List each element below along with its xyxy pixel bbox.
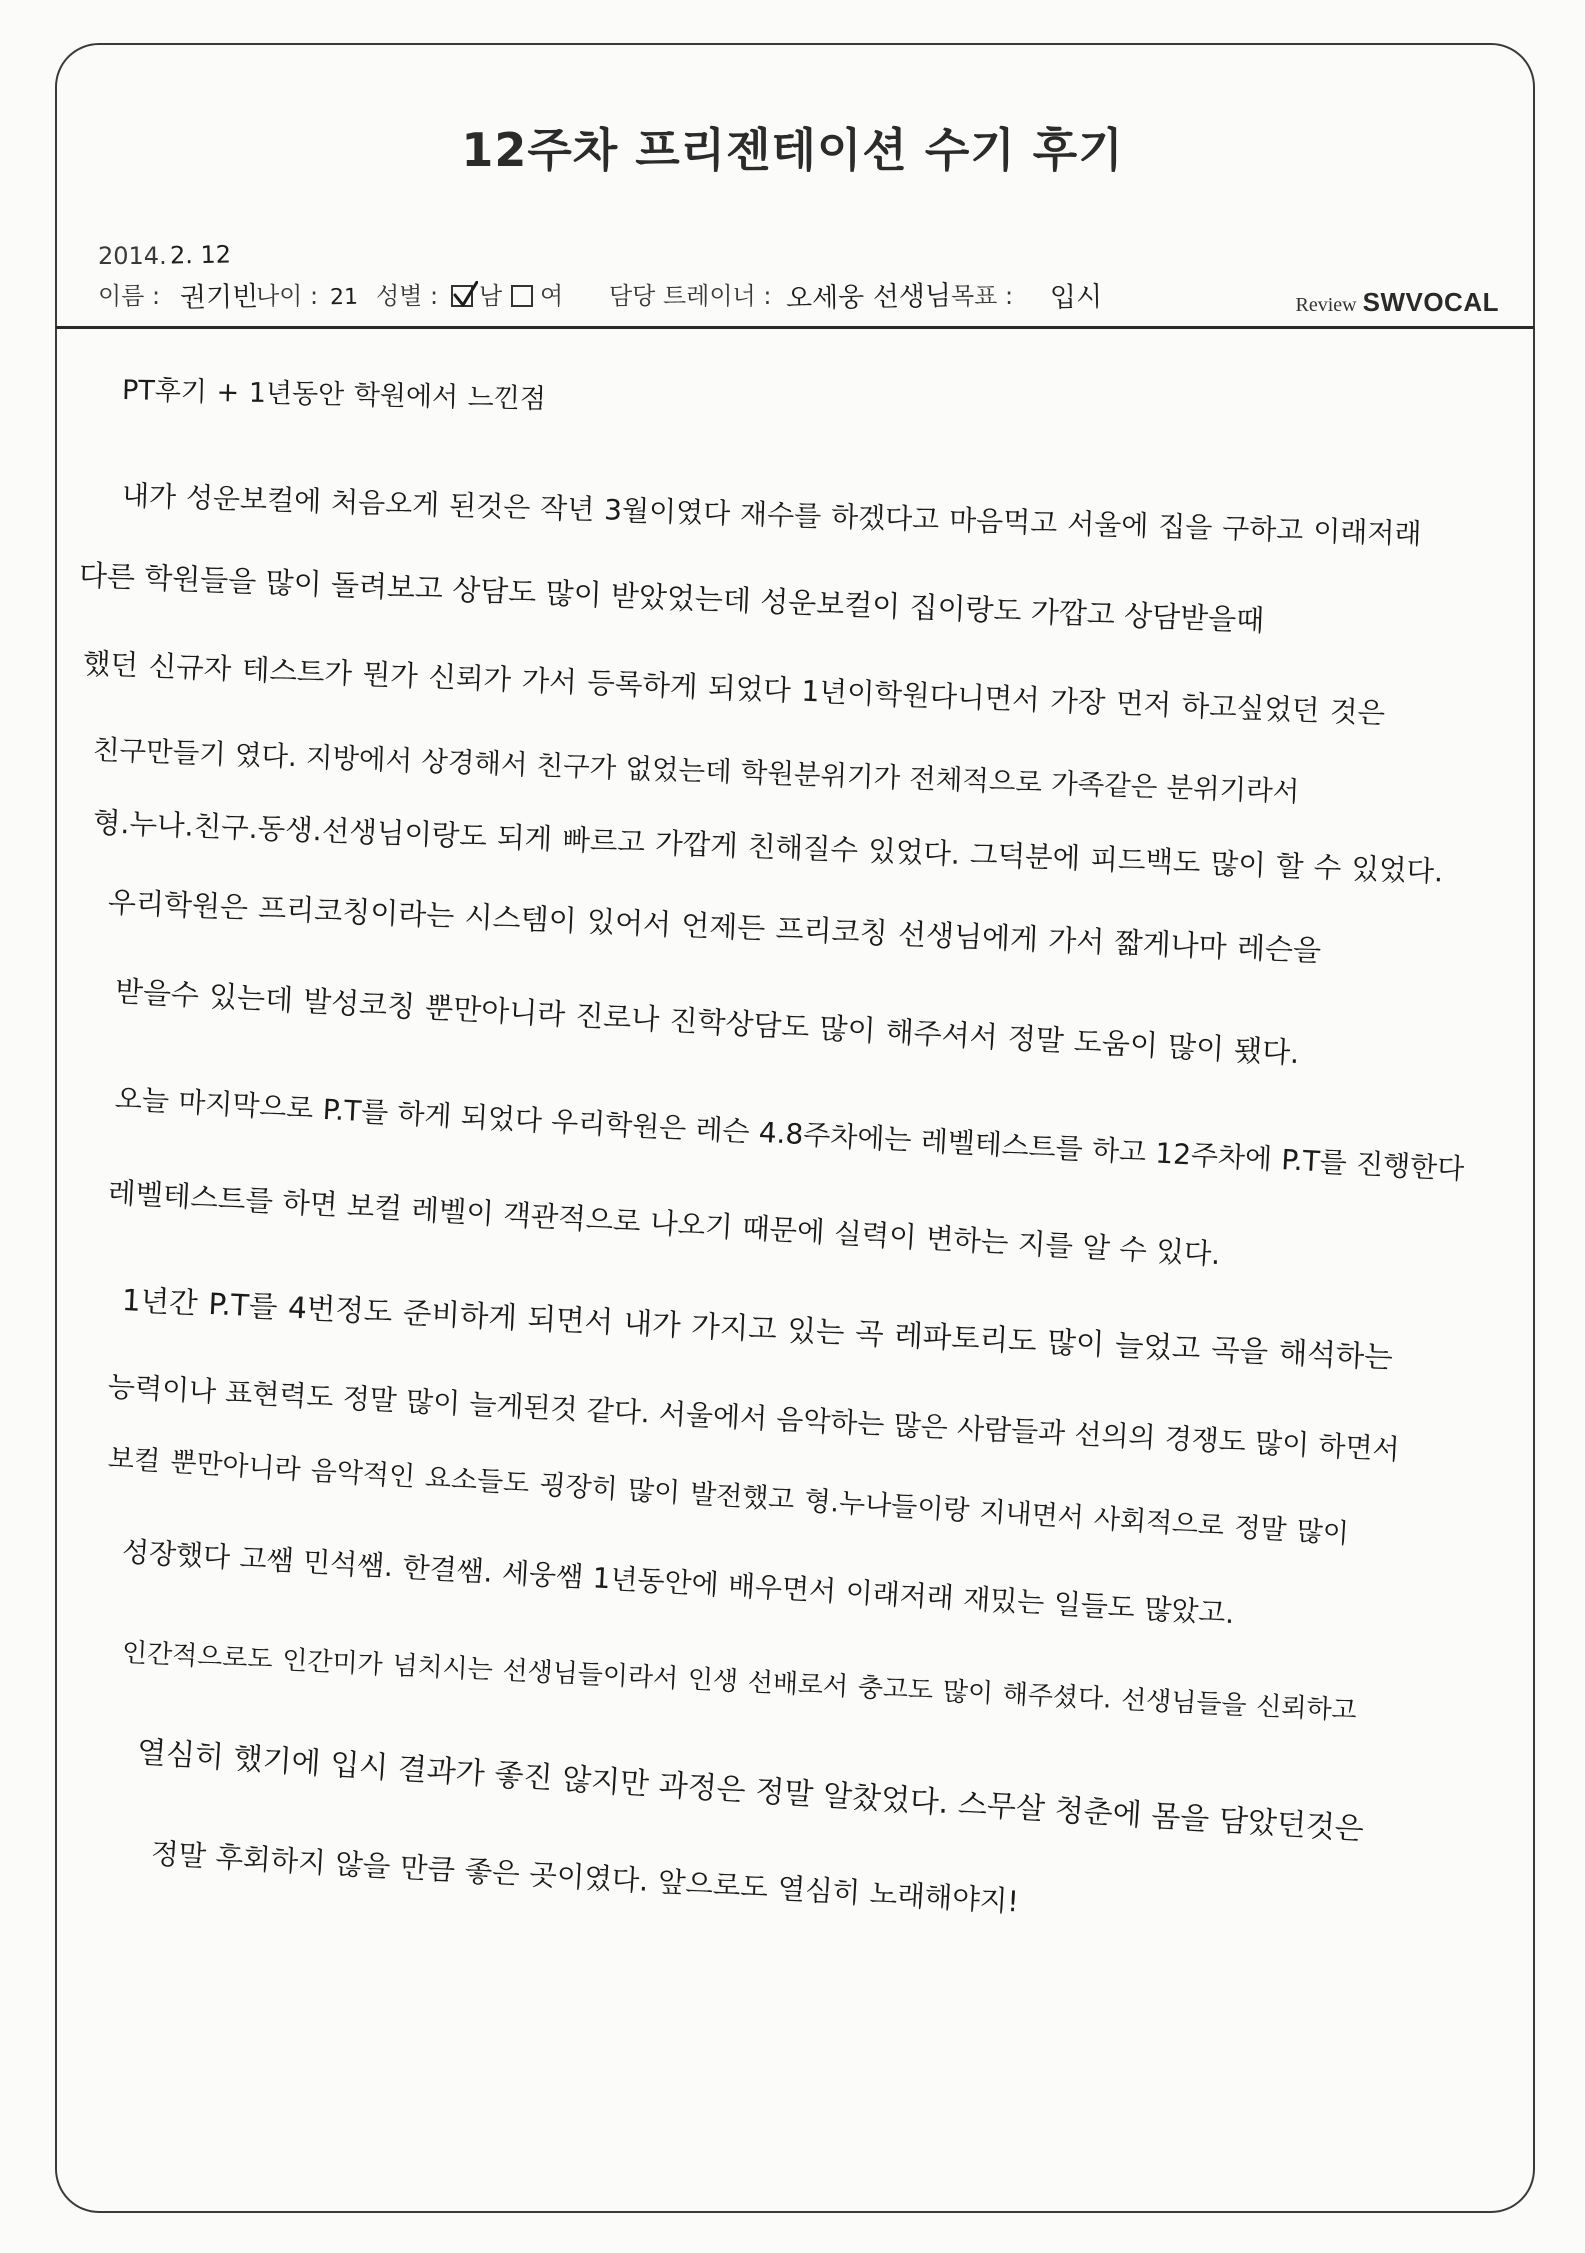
handwritten-line: 받을수 있는데 발성코칭 뿐만아니라 진로나 진학상담도 많이 해주셔서 정말 도움이 많이 됐다. xyxy=(114,974,1301,1071)
brand-prefix: Review xyxy=(1295,294,1357,316)
goal-value: 입시 xyxy=(1049,281,1103,314)
gender-female-checkbox xyxy=(511,285,533,307)
date-printed: 2014. xyxy=(98,242,167,270)
form-title: 12주차 프리젠테이션 수기 후기 xyxy=(461,123,1124,177)
check-mark-icon xyxy=(452,281,478,309)
handwritten-line: 내가 성운보컬에 처음오게 된것은 작년 3월이였다 재수를 하겠다고 마음먹고 서울에 집을 구하고 이래저래 xyxy=(121,479,1422,551)
handwritten-line: 정말 후회하지 않을 만큼 좋은 곳이였다. 앞으로도 열심히 노래해야지! xyxy=(150,1837,1020,1919)
name-label: 이름 : xyxy=(98,282,161,310)
gender-female-label: 여 xyxy=(540,282,564,310)
age-label: 나이 : xyxy=(256,282,319,310)
age-value: 21 xyxy=(329,284,359,311)
brand-name: SWVOCAL xyxy=(1362,287,1499,317)
handwritten-line: 1년간 P.T를 4번정도 준비하게 되면서 내가 가지고 있는 곡 레파토리도 많이 늘었고 곡을 해석하는 xyxy=(121,1283,1394,1375)
trainer-label: 담당 트레이너 : xyxy=(609,282,772,310)
gender-male-checkbox xyxy=(451,285,473,307)
brand-logo xyxy=(1296,286,1499,322)
goal-label: 목표 : xyxy=(951,282,1014,310)
handwritten-line: 했던 신규자 테스트가 뭔가 신뢰가 가서 등록하게 되었다 1년이학원다니면서 가장 먼저 하고싶었던 것은 xyxy=(82,647,1386,731)
handwritten-line: 보컬 뿐만아니라 음악적인 요소들도 굉장히 많이 발전했고 형.누나들이랑 지내면서 사회적으로 정말 많이 xyxy=(107,1443,1350,1550)
gender-label: 성별 : xyxy=(376,282,439,310)
date-handwritten: 2. 12 xyxy=(169,240,232,270)
handwritten-line: 다른 학원들을 많이 돌려보고 상담도 많이 받았었는데 성운보컬이 집이랑도 가깝고 상담받을때 xyxy=(78,558,1265,638)
handwritten-line: 인간적으로도 인간미가 넘치시는 선생님들이라서 인생 선배로서 충고도 많이 해주셨다. 선생님들을 신뢰하고 xyxy=(121,1638,1358,1727)
name-value: 권기빈 xyxy=(179,281,259,314)
handwritten-line: 능력이나 표현력도 정말 많이 늘게된것 같다. 서울에서 음악하는 많은 사람들과 선의의 경쟁도 많이 하면서 xyxy=(107,1370,1401,1467)
trainer-value: 오세웅 선생님 xyxy=(785,280,952,315)
handwritten-line: 오늘 마지막으로 P.T를 하게 되었다 우리학원은 레슨 4.8주차에는 레벨테스트를 하고 12주차에 P.T를 진행한다 xyxy=(114,1082,1466,1186)
handwritten-line: 성장했다 고쌤 민석쌤. 한결쌤. 세웅쌤 1년동안에 배우면서 이래저래 재밌는 일들도 많았고. xyxy=(121,1535,1236,1631)
handwritten-line: 레벨테스트를 하면 보컬 레벨이 객관적으로 나오기 때문에 실력이 변하는 지를 알 수 있다. xyxy=(107,1176,1222,1272)
header-divider xyxy=(56,326,1534,329)
handwritten-heading: PT후기 + 1년동안 학원에서 느낀점 xyxy=(121,375,547,415)
handwritten-line: 열심히 했기에 입시 결과가 좋진 않지만 과정은 정말 알찼었다. 스무살 청춘에 몸을 담았던것은 xyxy=(135,1735,1365,1848)
handwritten-line: 우리학원은 프리코칭이라는 시스템이 있어서 언제든 프리코칭 선생님에게 가서 짧게나마 레슨을 xyxy=(107,885,1322,968)
gender-male-label: 남 xyxy=(479,282,503,310)
handwritten-line: 친구만들기 였다. 지방에서 상경해서 친구가 없었는데 학원분위기가 전체적으로 가족같은 분위기라서 xyxy=(92,734,1300,809)
handwritten-line: 형.누나.친구.동생.선생님이랑도 되게 빠르고 가깝게 친해질수 있었다. 그덕분에 피드백도 많이 할 수 있었다. xyxy=(92,806,1444,889)
